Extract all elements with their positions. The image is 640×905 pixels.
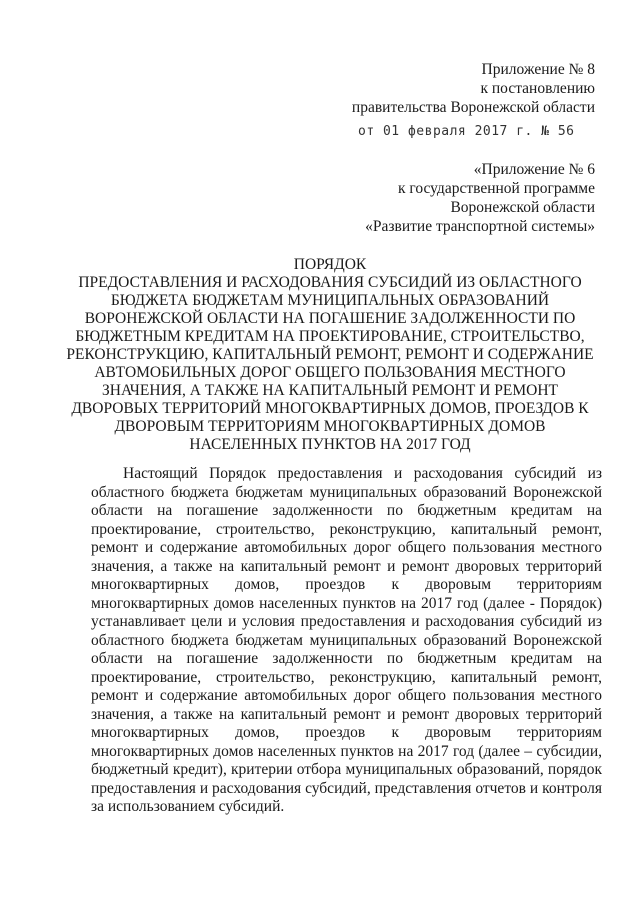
document-title [60, 256, 600, 454]
annex-number: Приложение № 8 [481, 61, 595, 78]
program-annex-number: «Приложение № 6 [473, 161, 595, 178]
title-heading: ПОРЯДОК [293, 256, 367, 273]
program-region: Воронежской области [450, 199, 595, 216]
annex-reference-block [352, 60, 595, 117]
date-number-stamp: от 01 февраля 2017 г. № 56 [358, 124, 575, 139]
program-name: «Развитие транспортной системы» [365, 218, 595, 235]
annex-issuer: правительства Воронежской области [351, 99, 595, 116]
body-paragraph: Настоящий Порядок предоставления и расходования субсидий из областного бюджета бюджетам муниципальных образований Воронежской области на погашение задолженности по бюджетным кредитам на проектирование, строительство, реконструкцию, капитальный ремонт, ремонт и содержание автомобильных дорог общего пользования местного значения, а также на капитальный ремонт и ремонт дворовых территорий многоквартирных домов, проездов к дворовым территориям многоквартирных домов населенных пунктов на 2017 год (далее - Порядок) устанавливает цели и условия предоставления и расходования субсидий из областного бюджета бюджетам муниципальных образований Воронежской области на погашение задолженности по бюджетным кредитам на проектирование, строительство, реконструкцию, капитальный ремонт, ремонт и содержание автомобильных дорог общего пользования местного значения, а также на капитальный ремонт и ремонт дворовых территорий многоквартирных домов, проездов к дворовым территориям многоквартирных домов населенных пунктов на 2017 год (далее – субсидии, бюджетный кредит), критерии отбора муниципальных образований, порядок предоставления и расходования субсидий, представления отчетов и контроля за использованием субсидий. [91, 465, 602, 815]
program-annex-block [365, 160, 595, 236]
program-annex-to: к государственной программе [397, 180, 595, 197]
title-description: ПРЕДОСТАВЛЕНИЯ И РАСХОДОВАНИЯ СУБСИДИЙ ИЗ ОБЛАСТНОГО БЮДЖЕТА БЮДЖЕТАМ МУНИЦИПАЛЬНЫХ ОБРАЗОВАНИЙ ВОРОНЕЖСКОЙ ОБЛАСТИ НА ПОГАШЕНИЕ ЗАДОЛЖЕННОСТИ ПО БЮДЖЕТНЫМ КРЕДИТАМ НА ПРОЕКТИРОВАНИЕ, СТРОИТЕЛЬСТВО, РЕКОНСТРУКЦИЮ, КАПИТАЛЬНЫЙ РЕМОНТ, РЕМОНТ И СОДЕРЖАНИЕ АВТОМОБИЛЬНЫХ ДОРОГ ОБЩЕГО ПОЛЬЗОВАНИЯ МЕСТНОГО ЗНАЧЕНИЯ, А ТАКЖЕ НА КАПИТАЛЬНЫЙ РЕМОНТ И РЕМОНТ ДВОРОВЫХ ТЕРРИТОРИЙ МНОГОКВАРТИРНЫХ ДОМОВ, ПРОЕЗДОВ К ДВОРОВЫМ ТЕРРИТОРИЯМ МНОГОКВАРТИРНЫХ ДОМОВ НАСЕЛЕННЫХ ПУНКТОВ НА 2017 ГОД [66, 274, 594, 453]
annex-to-resolution: к постановлению [480, 80, 595, 97]
